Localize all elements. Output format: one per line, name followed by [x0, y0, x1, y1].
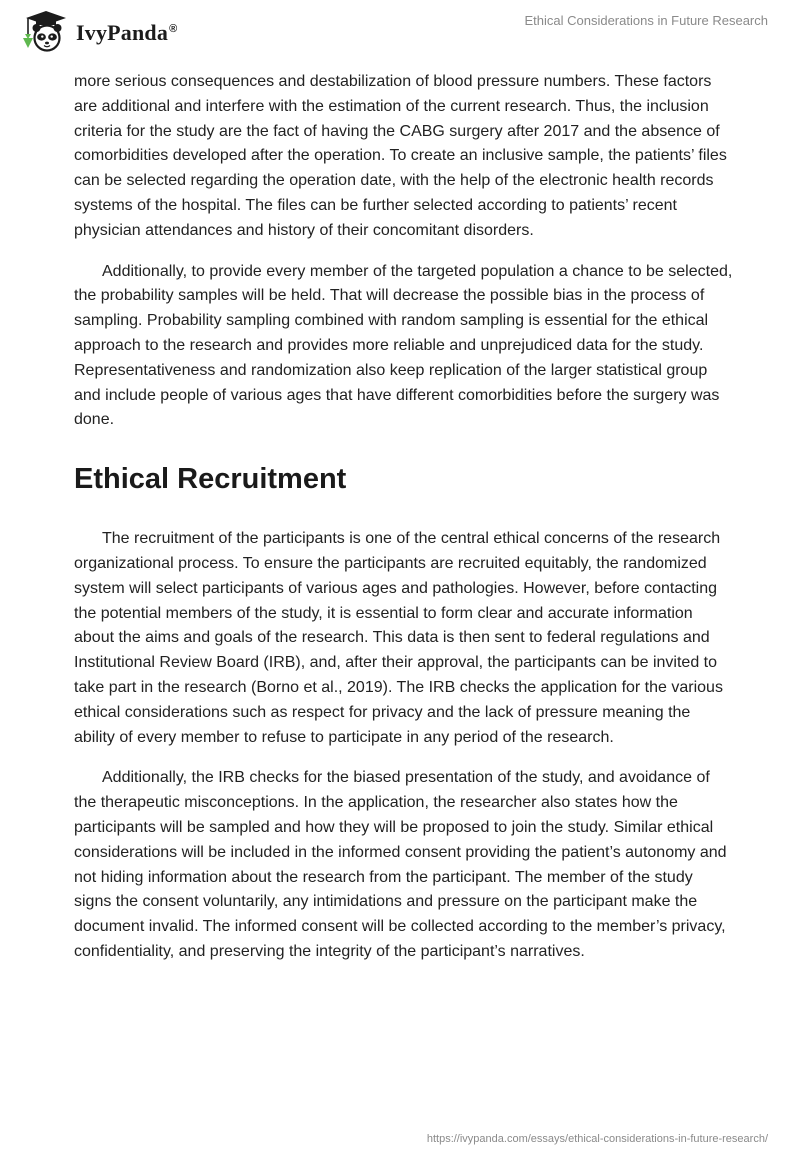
footer-url-link[interactable]: https://ivypanda.com/essays/ethical-considerations-in-future-research/	[426, 1133, 768, 1145]
brand-name-text: IvyPanda	[76, 20, 169, 45]
brand-name	[76, 20, 177, 46]
paragraph-3: The recruitment of the participants is one of the central ethical concerns of the research organizational process. To ensure the participants are recruited equitably, the randomized system will select participants of various ages and pathologies. However, before contacting the potential members of the study, it is essential to form clear and accurate information about the aims and goals of the research. This data is then sent to federal regulations and Institutional Review Board (IRB), and, after their approval, the participants can be invited to take part in the research (Borno et al., 2019). The IRB checks the application for the various ethical considerations such as respect for privacy and the lack of pressure meaning the ability of every member to refuse to participate in any period of the research.	[74, 530, 723, 746]
section-heading: Ethical Recruitment	[74, 463, 347, 496]
paragraph-2: Additionally, to provide every member of the targeted population a chance to be selected, the probability samples will be held. That will decrease the possible bias in the process of sampling. Probability sampling combined with random sampling is essential for the ethical approach to the research and provides more reliable and unprejudiced data for the study. Representativeness and randomization also keep replication of the larger statistical group and include people of various ages that have different comorbidities before the surgery was done.	[74, 262, 733, 429]
document-title: Ethical Considerations in Future Research	[524, 13, 768, 28]
panda-graduate-logo-icon	[16, 8, 72, 56]
brand-registered-mark: ®	[169, 22, 178, 35]
essay-content	[74, 70, 734, 965]
paragraph-1: more serious consequences and destabilization of blood pressure numbers. These factors are additional and interfere with the estimation of the current research. Thus, the inclusion criteria for the study are the fact of having the CABG surgery after 2017 and the absence of comorbidities developed after the operation. To create an inclusive sample, the patients’ files can be selected regarding the operation date, with the help of the electronic health records systems of the hospital. The files can be further selected according to patients’ recent physician attendances and history of their concomitant disorders.	[74, 73, 727, 239]
paragraph-4: Additionally, the IRB checks for the biased presentation of the study, and avoidance of the therapeutic misconceptions. In the application, the researcher also states how the participants will be sampled and how they will be proposed to join the study. Similar ethical considerations will be included in the informed consent providing the patient’s autonomy and not hiding information about the research from the participant. The member of the study signs the consent voluntarily, any intimidations and pressure on the participant make the document invalid. The informed consent will be collected according to the member’s privacy, confidentiality, and preserving the integrity of the participant’s narratives.	[74, 769, 727, 960]
page-header	[0, 0, 800, 64]
brand-logo[interactable]	[16, 8, 177, 56]
